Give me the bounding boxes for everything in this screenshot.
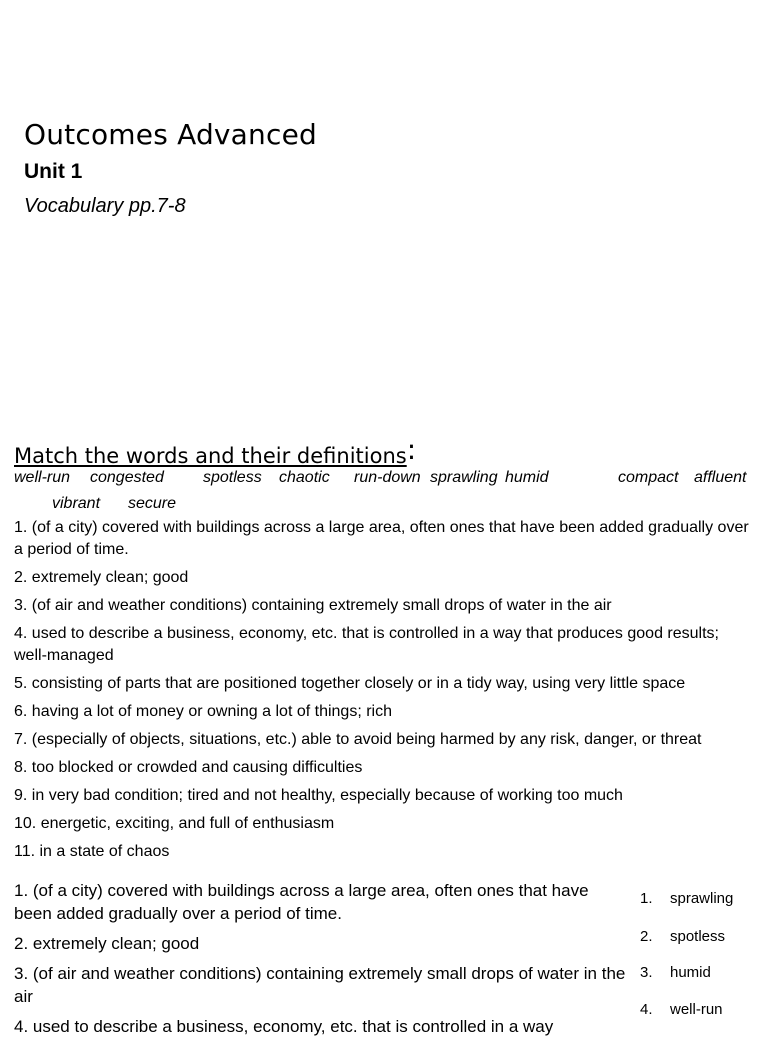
answer-number: 3. <box>640 964 653 981</box>
word-bank-item: chaotic <box>279 469 330 486</box>
answer-item <box>640 1001 723 1018</box>
word-bank-item: affluent <box>694 469 747 486</box>
word-bank-item: humid <box>505 469 549 486</box>
word-bank-item: secure <box>128 495 177 512</box>
answer-definition-item: 3. (of air and weather conditions) containing extremely small drops of water in the air <box>14 964 626 1006</box>
answer-word: spotless <box>670 928 726 945</box>
answer-definition-item: 4. used to describe a business, economy, etc. that is controlled in a way <box>14 1017 554 1036</box>
word-bank-item: sprawling <box>430 469 498 486</box>
answer-word: humid <box>670 964 711 981</box>
answer-item <box>640 928 725 945</box>
exercise-heading <box>14 433 417 470</box>
definition-item: 10. energetic, exciting, and full of enthusiasm <box>14 815 335 832</box>
course-title: Outcomes Advanced <box>24 118 317 151</box>
definition-item: 5. consisting of parts that are positioned together closely or in a tidy way, using very little space <box>14 675 686 692</box>
word-bank-item: well-run <box>14 469 71 486</box>
definition-item: 11. in a state of chaos <box>14 843 170 860</box>
word-bank-item: vibrant <box>52 495 101 512</box>
definitions-list <box>14 517 749 869</box>
word-bank-item: congested <box>90 469 164 486</box>
word-bank-item: run-down <box>354 469 421 486</box>
answer-word: sprawling <box>670 890 734 907</box>
definition-item: 7. (especially of objects, situations, etc.) able to avoid being harmed by any risk, danger, or threat <box>14 731 702 748</box>
answer-item <box>640 964 711 981</box>
definition-item: 6. having a lot of money or owning a lot of things; rich <box>14 703 392 720</box>
answer-number: 1. <box>640 890 653 907</box>
definition-item: 3. (of air and weather conditions) containing extremely small drops of water in the air <box>14 597 612 614</box>
answer-number: 4. <box>640 1001 653 1018</box>
unit-title: Unit 1 <box>24 160 83 183</box>
answer-item <box>640 890 733 907</box>
definition-item: 8. too blocked or crowded and causing difficulties <box>14 759 363 776</box>
definition-item: 4. used to describe a business, economy, etc. that is controlled in a way that produces good results; well-managed <box>14 625 719 664</box>
definition-item: 9. in very bad condition; tired and not healthy, especially because of working too much <box>14 787 623 804</box>
word-bank-item: spotless <box>203 469 262 486</box>
answer-definition-item: 2. extremely clean; good <box>14 934 200 953</box>
answer-definition-item: 1. (of a city) covered with buildings across a large area, often ones that have been added gradually over a period of time. <box>14 881 589 923</box>
exercise-heading-text: Match the words and their definitions <box>14 444 407 468</box>
answer-word: well-run <box>670 1001 723 1018</box>
answer-number: 2. <box>640 928 653 945</box>
word-bank-item: compact <box>618 469 679 486</box>
vocabulary-reference: Vocabulary pp.7-8 <box>24 195 186 217</box>
answer-definitions-list <box>14 879 626 1045</box>
definition-item: 1. (of a city) covered with buildings across a large area, often ones that have been added gradually over a period of time. <box>14 519 749 558</box>
exercise-heading-colon: : <box>406 433 417 466</box>
definition-item: 2. extremely clean; good <box>14 569 189 586</box>
